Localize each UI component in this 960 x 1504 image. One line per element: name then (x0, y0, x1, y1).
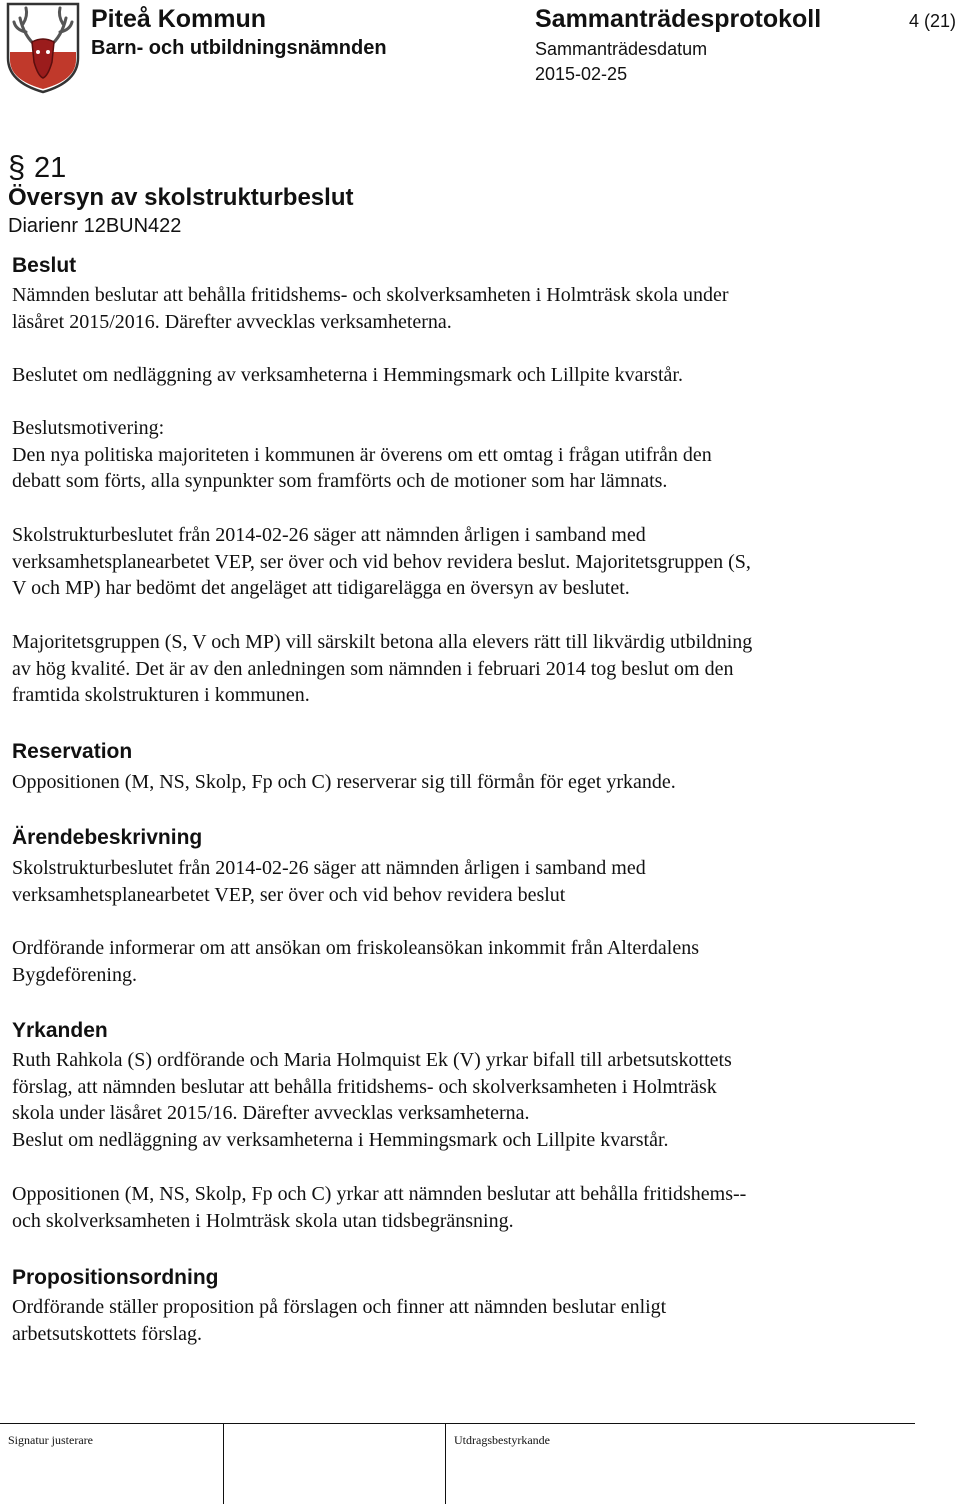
proposition-heading: Propositionsordning (12, 1266, 219, 1289)
text-line: Den nya politiska majoriteten i kommunen är överens om ett omtag i frågan utifrån den (12, 443, 712, 466)
text-line: Ordförande ställer proposition på förslagen och finner att nämnden beslutar enligt (12, 1296, 667, 1318)
coat-of-arms-icon (6, 2, 80, 94)
skolstruktur-paragraph (12, 522, 942, 602)
text-line: arbetsutskottets förslag. (12, 1322, 202, 1345)
motivering-label: Beslutsmotivering: (12, 417, 165, 439)
text-line: verksamhetsplanearbetet VEP, ser över och vid behov revidera beslut. Majoritetsgruppen (S, (12, 550, 751, 573)
page-number: 4 (21) (908, 11, 956, 31)
arende-heading: Ärendebeskrivning (12, 826, 203, 849)
text-line: av hög kvalité. Det är av den anledningen som nämnden i februari 2014 tog beslut om den (12, 657, 734, 680)
reservation-paragraph (12, 769, 942, 796)
text-line: Skolstrukturbeslutet från 2014-02-26 säger att nämnden årligen i samband med (12, 524, 646, 546)
section-title: Översyn av skolstrukturbeslut (8, 184, 354, 211)
signature-label: Signatur justerare (8, 1433, 93, 1447)
section-number (8, 150, 66, 185)
signature-table (0, 1423, 915, 1504)
text-line: debatt som förts, alla synpunkter som framförts och de motioner som har lämnats. (12, 470, 668, 492)
section-symbol: § (8, 149, 26, 184)
board-name: Barn- och utbildningsnämnden (91, 37, 387, 59)
text-line: Skolstrukturbeslutet från 2014-02-26 säger att nämnden årligen i samband med (12, 857, 646, 879)
text-line: skola under läsåret 2015/16. Därefter avvecklas verksamheterna. (12, 1102, 530, 1124)
opposition-paragraph (12, 1181, 942, 1234)
text-line: verksamhetsplanearbetet VEP, ser över och vid behov revidera beslut (12, 883, 566, 906)
text-line: läsåret 2015/2016. Därefter avvecklas verksamheterna. (12, 310, 452, 333)
beslut-kvarstar-paragraph (12, 362, 942, 389)
beslut-paragraph (12, 282, 942, 335)
text-line: Ordförande informerar om att ansökan om friskoleansökan inkommit från Alterdalens (12, 937, 700, 959)
text-line: Beslutet om nedläggning av verksamheterna i Hemmingsmark och Lillpite kvarstår. (12, 364, 683, 386)
motivering-paragraph (12, 415, 942, 495)
diary-number: Diarienr 12BUN422 (8, 215, 182, 237)
reservation-heading: Reservation (12, 740, 133, 763)
municipality-name: Piteå Kommun (91, 5, 267, 33)
text-line: Oppositionen (M, NS, Skolp, Fp och C) reserverar sig till förmån för eget yrkande. (12, 771, 676, 793)
table-divider (445, 1424, 446, 1504)
ordforande-paragraph (12, 935, 942, 988)
meeting-date-value: 2015-02-25 (535, 64, 628, 84)
yrkanden-heading: Yrkanden (12, 1019, 108, 1042)
proposition-paragraph (12, 1294, 942, 1347)
arende-paragraph (12, 855, 942, 908)
text-line: V och MP) har bedömt det angeläget att tidigarelägga en översyn av beslutet. (12, 577, 630, 599)
text-line: Majoritetsgruppen (S, V och MP) vill särskilt betona alla elevers rätt till likvärdig utbildning (12, 631, 753, 653)
section-num: 21 (34, 152, 67, 184)
text-line: och skolverksamheten i Holmträsk skola utan tidsbegränsning. (12, 1209, 514, 1232)
text-line: Nämnden beslutar att behålla fritidshems- och skolverksamheten i Holmträsk skola under (12, 284, 729, 306)
text-line: förslag, att nämnden beslutar att behålla fritidshems- och skolverksamheten i Holmträsk (12, 1075, 717, 1098)
table-divider (223, 1424, 224, 1504)
yrkanden-paragraph (12, 1047, 942, 1153)
document-type: Sammanträdesprotokoll (535, 5, 822, 33)
text-line: Ruth Rahkola (S) ordförande och Maria Holmquist Ek (V) yrkar bifall till arbetsutskottets (12, 1049, 732, 1071)
text-line: Bygdeförening. (12, 963, 137, 986)
meeting-date-label: Sammanträdesdatum (535, 39, 708, 59)
text-line: framtida skolstrukturen i kommunen. (12, 684, 310, 706)
text-line: Oppositionen (M, NS, Skolp, Fp och C) yrkar att nämnden beslutar att behålla fritidshems-- (12, 1183, 747, 1205)
beslut-heading: Beslut (12, 254, 77, 277)
extract-label: Utdragsbestyrkande (454, 1433, 550, 1447)
text-line: Beslut om nedläggning av verksamheterna i Hemmingsmark och Lillpite kvarstår. (12, 1128, 669, 1151)
majoritet-paragraph (12, 629, 942, 709)
